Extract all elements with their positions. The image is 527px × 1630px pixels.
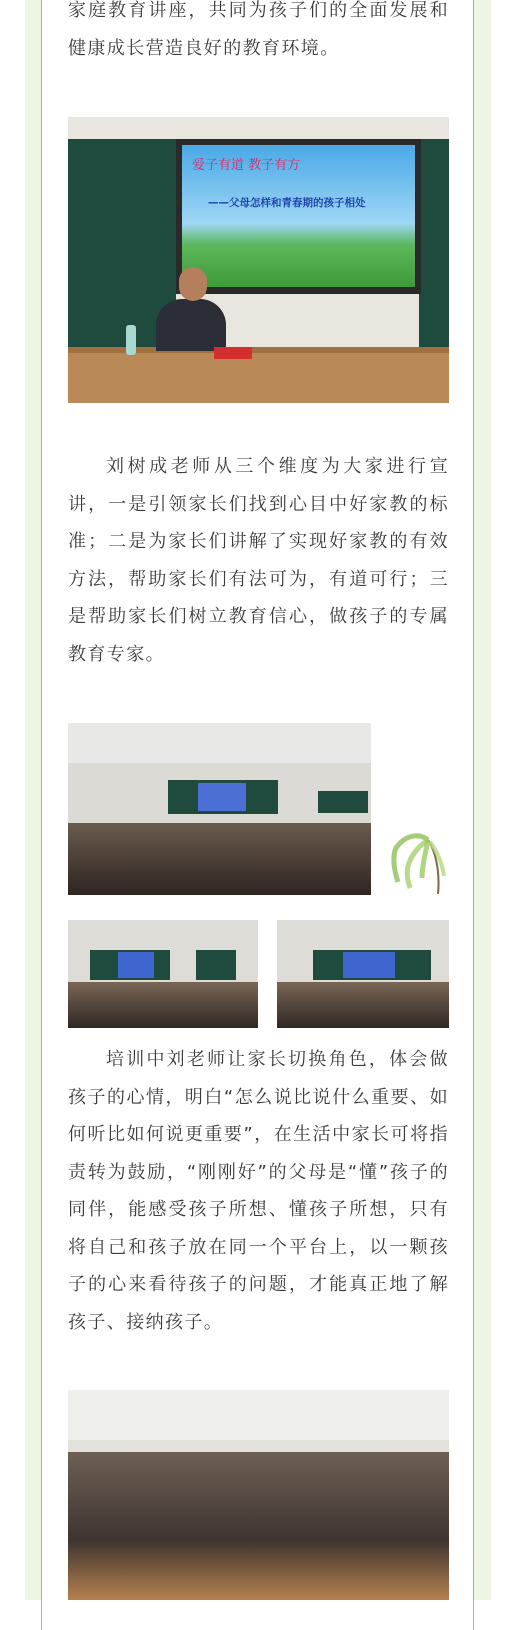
projector-screen bbox=[198, 783, 246, 811]
audience bbox=[277, 982, 449, 1028]
classroom-photo-right bbox=[277, 920, 449, 1028]
right-decorative-band bbox=[474, 0, 491, 1600]
slide-title: 爱子有道 教子有方 bbox=[192, 158, 301, 173]
projector-screen bbox=[118, 952, 154, 978]
paragraph-role-switch: 培训中刘老师让家长切换角色，体会做孩子的心情，明白“怎么说比说什么重要、如何听比如何说更重要”，在生活中家长可将指责转为鼓励，“刚刚好”的父母是“懂”孩子的同伴，能感受孩子所想、懂孩子所想，只有将自己和孩子放在同一个平台上，以一颗孩子的心来看待孩子的问题，才能真正地了解孩子、接纳孩子。 bbox=[68, 1049, 449, 1333]
nameplate bbox=[214, 347, 252, 359]
audience-clapping-photo bbox=[68, 1390, 449, 1600]
projector-screen bbox=[343, 952, 395, 978]
desk bbox=[68, 353, 449, 403]
audience bbox=[68, 1452, 449, 1600]
slide-subtitle: ——父母怎样和青春期的孩子相处 bbox=[208, 197, 366, 209]
left-decorative-band bbox=[25, 0, 42, 1600]
paragraph-three-dimensions: 刘树成老师从三个维度为大家进行宣讲，一是引领家长们找到心目中好家教的标准；二是为家长们讲解了实现好家教的有效方法，帮助家长们有法可为，有道可行；三是帮助家长们树立教育信心，做孩子的专属教育专家。 bbox=[68, 456, 449, 665]
ceiling bbox=[68, 723, 371, 763]
audience bbox=[68, 982, 258, 1028]
audience bbox=[68, 823, 371, 895]
speaker-figure bbox=[156, 299, 226, 351]
classroom-photo-left bbox=[68, 920, 258, 1028]
speaker-head bbox=[179, 267, 207, 301]
ceiling bbox=[68, 1390, 449, 1440]
blackboard-side bbox=[318, 791, 368, 813]
blackboard-side bbox=[196, 950, 236, 980]
intro-paragraph: 家庭教育讲座，共同为孩子们的全面发展和健康成长营造良好的教育环境。 bbox=[68, 0, 449, 59]
willow-ornament bbox=[388, 822, 450, 894]
speaker-photo bbox=[68, 117, 449, 403]
classroom-photo-wide bbox=[68, 723, 371, 895]
water-bottle bbox=[126, 325, 136, 355]
